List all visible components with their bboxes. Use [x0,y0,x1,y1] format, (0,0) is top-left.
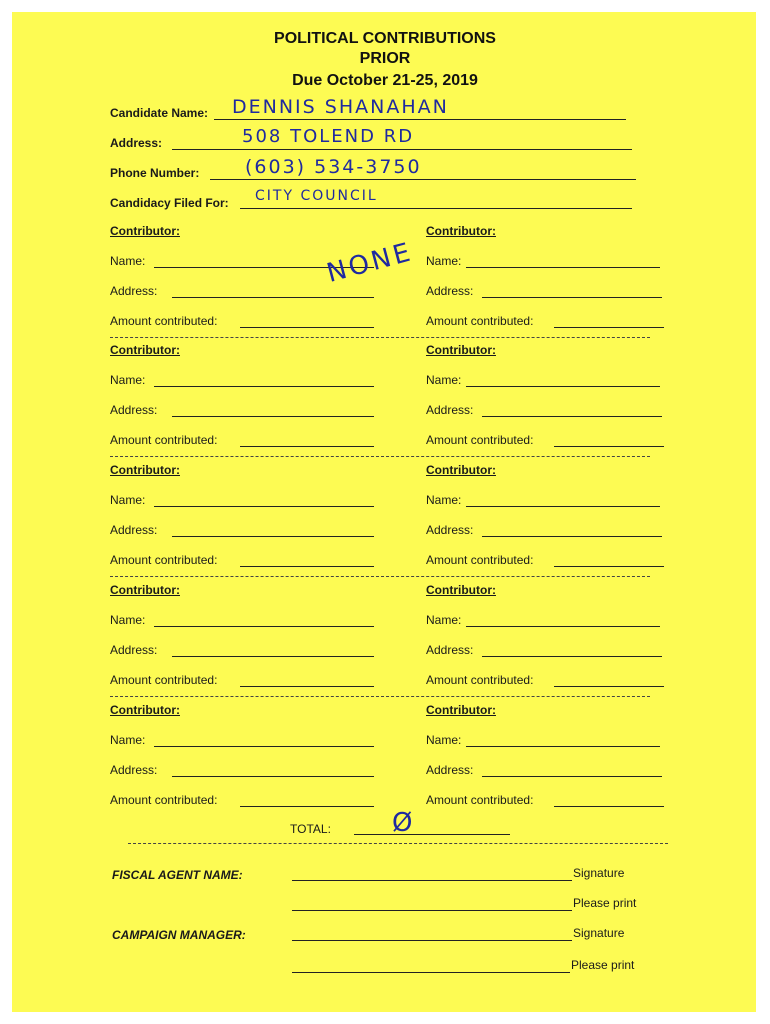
contributor-3-right-name-line[interactable] [466,506,660,507]
contributor-5-right-heading: Contributor: [426,703,496,717]
contributor-5-left-amount-label: Amount contributed: [110,793,218,807]
contributor-2-right-name-line[interactable] [466,386,660,387]
candidacy-line [240,208,632,209]
phone-label: Phone Number: [110,166,200,180]
contributor-2-right-amount-label: Amount contributed: [426,433,534,447]
contributor-3-right-name-label: Name: [426,493,462,507]
contributor-5-left-address-label: Address: [110,763,158,777]
total-value[interactable]: Ø [392,808,413,838]
form-title: POLITICAL CONTRIBUTIONS [274,30,496,47]
contributor-1-right-address-label: Address: [426,284,474,298]
contributor-2-left-address-label: Address: [110,403,158,417]
contributor-3-right-amount-label: Amount contributed: [426,553,534,567]
contributor-3-right-address-label: Address: [426,523,474,537]
contributor-1-left-address-label: Address: [110,284,158,298]
contributor-5-right-name-line[interactable] [466,746,660,747]
contributor-4-right-amount-line[interactable] [554,686,664,687]
contributor-1-left-heading: Contributor: [110,224,180,238]
contributor-2-left-amount-line[interactable] [240,446,374,447]
campaign-manager-signature-caption: Signature [573,926,625,940]
contributor-4-right-name-line[interactable] [466,626,660,627]
contributor-1-left-amount-label: Amount contributed: [110,314,218,328]
contributor-4-left-address-line[interactable] [172,656,374,657]
contributor-1-left-amount-line[interactable] [240,327,374,328]
contributor-3-left-address-line[interactable] [172,536,374,537]
campaign-manager-print-caption: Please print [571,958,635,972]
contributor-3-right-amount-line[interactable] [554,566,664,567]
phone-value[interactable]: (603) 534-3750 [245,156,422,178]
contributor-3-right-heading: Contributor: [426,463,496,477]
contributor-1-right-address-line[interactable] [482,297,662,298]
contributor-2-left-heading: Contributor: [110,343,180,357]
total-label: TOTAL: [290,822,331,836]
contributor-4-left-name-label: Name: [110,613,146,627]
fiscal-agent-signature-caption: Signature [573,866,625,880]
fiscal-agent-print-caption: Please print [573,896,637,910]
contributor-3-left-heading: Contributor: [110,463,180,477]
none-annotation: NONE [323,237,417,289]
form-subtitle: PRIOR [359,50,411,67]
contributor-1-left-address-line[interactable] [172,297,374,298]
contributor-2-right-address-label: Address: [426,403,474,417]
campaign-manager-print-line[interactable] [292,972,570,973]
fiscal-agent-label: FISCAL AGENT NAME: [112,868,243,882]
contributor-1-right-heading: Contributor: [426,224,496,238]
candidate-name-value[interactable]: DENNIS SHANAHAN [232,96,449,118]
candidacy-label: Candidacy Filed For: [110,196,229,210]
contributor-4-right-address-line[interactable] [482,656,662,657]
address-value[interactable]: 508 TOLEND RD [242,126,415,147]
contributor-2-left-name-label: Name: [110,373,146,387]
address-line [172,149,632,150]
row-divider-1 [110,337,650,338]
contributor-5-right-address-line[interactable] [482,776,662,777]
contributor-4-right-name-label: Name: [426,613,462,627]
contributor-2-left-address-line[interactable] [172,416,374,417]
contributor-3-left-name-line[interactable] [154,506,374,507]
contributor-3-right-address-line[interactable] [482,536,662,537]
candidacy-value[interactable]: CITY COUNCIL [255,188,378,204]
row-divider-3 [110,576,650,577]
contributor-4-left-amount-label: Amount contributed: [110,673,218,687]
contributor-5-right-amount-line[interactable] [554,806,664,807]
contributor-5-left-name-line[interactable] [154,746,374,747]
total-divider [128,843,668,844]
contributor-1-right-name-line[interactable] [466,267,660,268]
contributor-1-right-amount-label: Amount contributed: [426,314,534,328]
fiscal-agent-print-line[interactable] [292,910,572,911]
contributor-3-left-amount-line[interactable] [240,566,374,567]
campaign-manager-signature-line[interactable] [292,940,572,941]
contributor-2-left-name-line[interactable] [154,386,374,387]
contributor-3-left-amount-label: Amount contributed: [110,553,218,567]
contributor-2-right-amount-line[interactable] [554,446,664,447]
contributor-5-right-address-label: Address: [426,763,474,777]
contributor-4-right-address-label: Address: [426,643,474,657]
phone-line [210,179,636,180]
due-date: Due October 21-25, 2019 [292,72,478,89]
contributor-5-left-address-line[interactable] [172,776,374,777]
candidate-name-label: Candidate Name: [110,106,209,120]
contributor-5-left-amount-line[interactable] [240,806,374,807]
contributor-4-right-heading: Contributor: [426,583,496,597]
campaign-manager-label: CAMPAIGN MANAGER: [112,928,246,942]
contributor-1-right-amount-line[interactable] [554,327,664,328]
contributor-1-left-name-label: Name: [110,254,146,268]
row-divider-2 [110,456,650,457]
contributor-5-left-name-label: Name: [110,733,146,747]
contributor-5-right-amount-label: Amount contributed: [426,793,534,807]
contributor-4-right-amount-label: Amount contributed: [426,673,534,687]
contributor-4-left-address-label: Address: [110,643,158,657]
contributor-2-left-amount-label: Amount contributed: [110,433,218,447]
contributor-3-left-name-label: Name: [110,493,146,507]
contributor-1-right-name-label: Name: [426,254,462,268]
contributor-4-left-amount-line[interactable] [240,686,374,687]
contributor-2-right-address-line[interactable] [482,416,662,417]
contributor-5-right-name-label: Name: [426,733,462,747]
contributor-5-left-heading: Contributor: [110,703,180,717]
row-divider-4 [110,696,650,697]
total-line [354,834,510,835]
contributor-3-left-address-label: Address: [110,523,158,537]
contributor-2-right-name-label: Name: [426,373,462,387]
contributor-4-left-name-line[interactable] [154,626,374,627]
address-label: Address: [110,136,163,150]
candidate-name-line [214,119,626,120]
contributor-4-left-heading: Contributor: [110,583,180,597]
contributor-2-right-heading: Contributor: [426,343,496,357]
fiscal-agent-signature-line[interactable] [292,880,572,881]
